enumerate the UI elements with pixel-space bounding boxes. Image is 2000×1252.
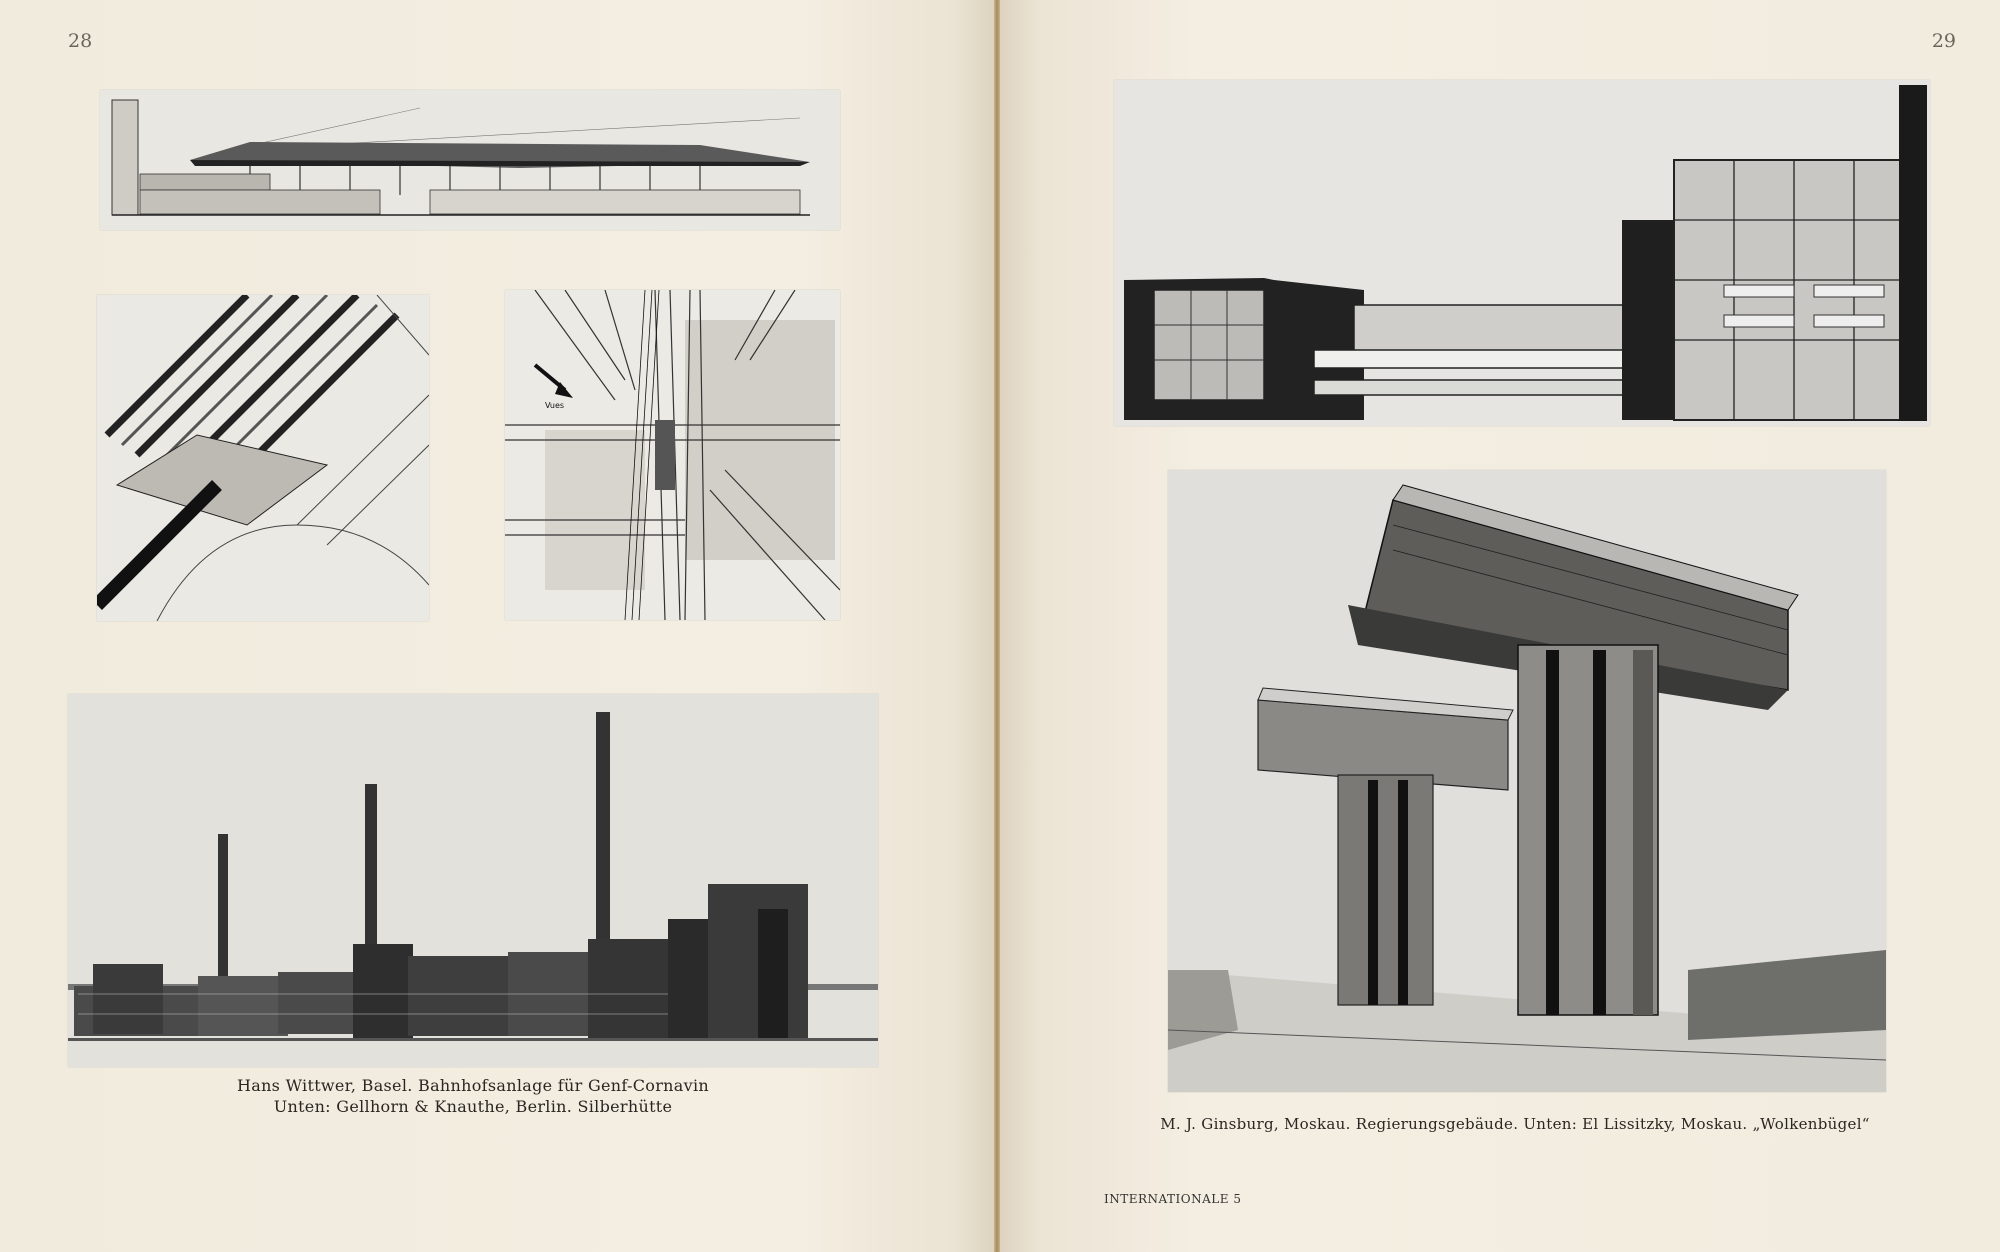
left-caption-line-1: Hans Wittwer, Basel. Bahnhofsanlage für Genf-Cornavin (236, 1076, 709, 1095)
right-caption: M. J. Ginsburg, Moskau. Regierungsgebäude. Unten: El Lissitzky, Moskau. „Wolkenbügel“ (1160, 1115, 1870, 1133)
silberhuette-factory-drawing (68, 694, 878, 1067)
station-elevation-drawing (100, 90, 840, 230)
left-caption (68, 1075, 878, 1117)
left-page (0, 0, 994, 1252)
right-page (1000, 0, 2000, 1252)
footer-signature: INTERNATIONALE 5 (1104, 1192, 1242, 1206)
government-building-drawing (1114, 80, 1930, 426)
page-number-right: 29 (1931, 30, 1956, 52)
city-site-map (505, 290, 840, 620)
map-label-vues: Vues (545, 401, 565, 410)
left-caption-line-2: Unten: Gellhorn & Knauthe, Berlin. Silberhütte (273, 1097, 673, 1116)
station-site-plan (97, 295, 429, 621)
wolkenbuegel-drawing (1168, 470, 1886, 1092)
page-number-left: 28 (68, 30, 93, 52)
